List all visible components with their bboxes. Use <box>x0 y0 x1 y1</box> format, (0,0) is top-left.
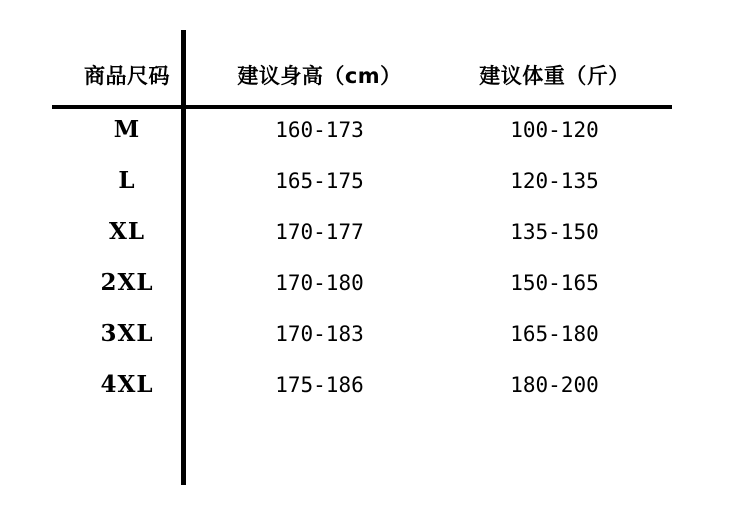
column-header-height: 建议身高（cm） <box>237 64 402 88</box>
cell-size: L <box>118 167 136 194</box>
cell-height: 160-173 <box>275 117 364 142</box>
column-header-weight: 建议体重（斤） <box>479 64 630 88</box>
cell-size: 3XL <box>100 320 154 347</box>
cell-height: 170-177 <box>275 219 364 244</box>
cell-weight: 100-120 <box>510 117 599 142</box>
cell-weight: 135-150 <box>510 219 599 244</box>
cell-weight: 165-180 <box>510 321 599 346</box>
table-row <box>52 155 672 206</box>
cell-height: 170-180 <box>275 270 364 295</box>
table-row <box>52 308 672 359</box>
table-row <box>52 257 672 308</box>
table-header <box>52 46 672 104</box>
table-row <box>52 206 672 257</box>
cell-size: M <box>113 116 141 143</box>
cell-weight: 180-200 <box>510 372 599 397</box>
cell-size: 4XL <box>100 371 154 398</box>
cell-height: 165-175 <box>275 168 364 193</box>
cell-size: 2XL <box>100 269 154 296</box>
table-row <box>52 359 672 410</box>
header-row <box>52 46 672 104</box>
table-body <box>52 104 672 410</box>
column-header-size: 商品尺码 <box>84 64 170 88</box>
table-row <box>52 104 672 155</box>
cell-height: 175-186 <box>275 372 364 397</box>
cell-weight: 120-135 <box>510 168 599 193</box>
cell-weight: 150-165 <box>510 270 599 295</box>
cell-height: 170-183 <box>275 321 364 346</box>
cell-size: XL <box>108 218 146 245</box>
size-table <box>52 46 672 410</box>
